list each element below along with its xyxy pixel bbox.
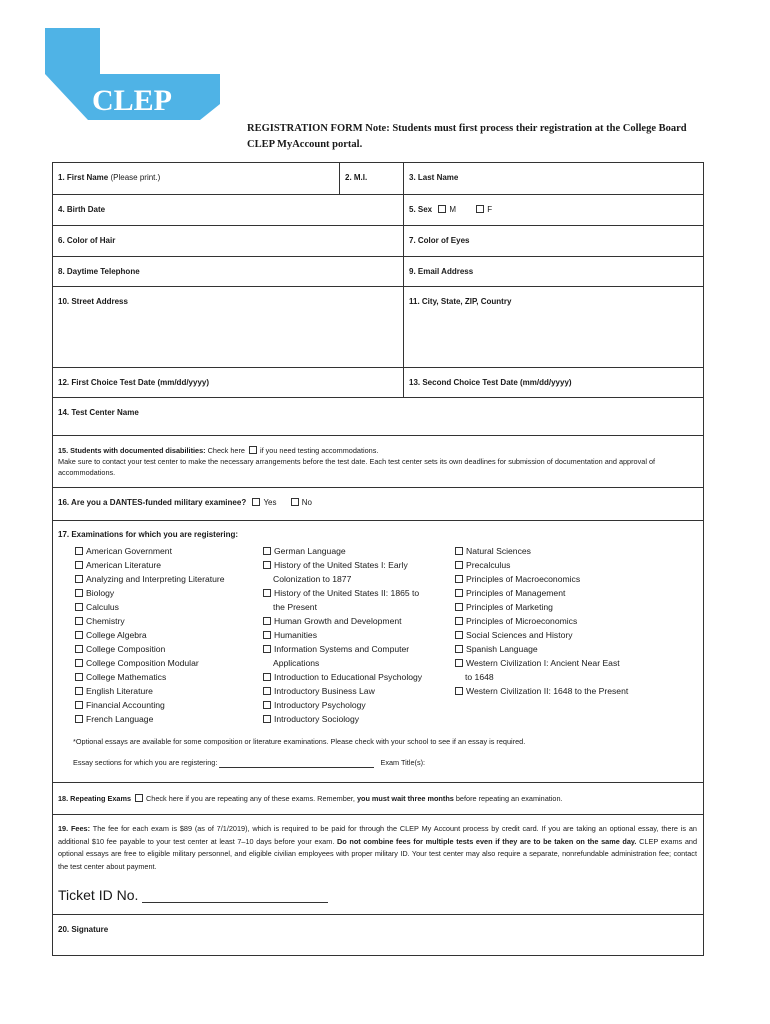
telephone-field[interactable]: 8. Daytime Telephone xyxy=(58,267,140,276)
exam-checkbox[interactable] xyxy=(455,589,463,597)
birth-date-field[interactable]: 4. Birth Date xyxy=(58,205,106,214)
exam-option-principles-of-management: Principles of Management xyxy=(451,586,628,600)
exam-checkbox[interactable] xyxy=(75,547,83,555)
exam-checkbox[interactable] xyxy=(75,603,83,611)
street-address-field[interactable]: 10. Street Address xyxy=(58,297,128,306)
exam-option-continued: the Present xyxy=(273,602,317,612)
exam-checkbox[interactable] xyxy=(455,561,463,569)
exam-option-continued: to 1648 xyxy=(465,672,494,682)
exam-option-american-literature: American Literature xyxy=(71,558,225,572)
second-choice-date-field[interactable]: 13. Second Choice Test Date (mm/dd/yyyy) xyxy=(403,368,703,397)
exam-checkbox[interactable] xyxy=(75,659,83,667)
essay-note: *Optional essays are available for some composition or literature examinations. Please check with your school to see if an essay is required. xyxy=(73,737,526,746)
form-heading: REGISTRATION FORM Note: Students must first process their registration at the College Board CLEP MyAccount portal. xyxy=(247,123,687,150)
mi-field[interactable]: 2. M.I. xyxy=(339,163,403,194)
exam-checkbox[interactable] xyxy=(455,617,463,625)
city-state-zip-field[interactable]: 11. City, State, ZIP, Country xyxy=(403,287,703,367)
exam-checkbox[interactable] xyxy=(263,617,271,625)
sex-m-checkbox[interactable] xyxy=(438,205,446,213)
exam-checkbox[interactable] xyxy=(263,645,271,653)
dantes-yes-checkbox[interactable] xyxy=(252,498,260,506)
exam-option-spanish-language: Spanish Language xyxy=(451,642,628,656)
exam-checkbox[interactable] xyxy=(455,603,463,611)
exam-option-human-growth-and-development: Human Growth and Development xyxy=(259,614,422,628)
disabilities-section: 15. Students with documented disabilities: Check here if you need testing accommodations. Make sure to contact your test center to make the necessary arrangements before the test date. Each test center sets its own deadlines for submission of documentation and approval of accommodations. xyxy=(53,436,703,488)
eye-color-field[interactable]: 7. Color of Eyes xyxy=(403,226,703,256)
exam-checkbox[interactable] xyxy=(455,547,463,555)
exam-option-principles-of-microeconomics: Principles of Microeconomics xyxy=(451,614,628,628)
exam-option-principles-of-marketing: Principles of Marketing xyxy=(451,600,628,614)
exams-section: 17. Examinations for which you are registering: American Government American Literature Analyzing and Interpreting Literature Biology Calculus Chemistry College Algebra College Composition College Composition Modular College Mathematics English Literature Financial Accounting French Language German Language History of the United States I: Early Colonization to 1877 History of the United States II: 1865 to the Present Human Growth and Development Humanities Information Systems and Computer Applications Introduction to Educational Psychology Introductory Business Law Introductory Psychology Introductory Sociology Natural Sciences Precalculus Principles of Macroeconomics Principles of Management Principles of Marketing Principles of Microeconomics Social Sciences and History Spanish Language Western Civilization I: Ancient Near East to 1648 Western Civilization II: 1648 to the Present *Optional essays are available for some composition or literature examinations. Please check with your school to see if an essay is required. Essay sections for which you are registering: Exam Title(s): xyxy=(53,521,703,783)
exam-checkbox[interactable] xyxy=(75,673,83,681)
exam-checkbox[interactable] xyxy=(75,687,83,695)
exam-checkbox[interactable] xyxy=(263,561,271,569)
test-center-field[interactable]: 14. Test Center Name xyxy=(53,398,703,436)
exam-checkbox[interactable] xyxy=(75,631,83,639)
exam-option-financial-accounting: Financial Accounting xyxy=(71,698,225,712)
exam-checkbox[interactable] xyxy=(455,659,463,667)
exam-option-principles-of-macroeconomics: Principles of Macroeconomics xyxy=(451,572,628,586)
exam-option-analyzing-and-interpreting-literature: Analyzing and Interpreting Literature xyxy=(71,572,225,586)
dantes-section: 16. Are you a DANTES-funded military examinee? Yes No xyxy=(53,488,703,521)
ticket-label: Ticket ID No. xyxy=(58,887,139,903)
hair-color-field[interactable]: 6. Color of Hair xyxy=(58,236,116,245)
exam-checkbox[interactable] xyxy=(263,631,271,639)
first-choice-date-field[interactable]: 12. First Choice Test Date (mm/dd/yyyy) xyxy=(58,378,210,387)
disabilities-checkbox[interactable] xyxy=(249,446,257,454)
ticket-id-field[interactable] xyxy=(142,888,328,903)
exam-option-college-algebra: College Algebra xyxy=(71,628,225,642)
exam-option-college-mathematics: College Mathematics xyxy=(71,670,225,684)
exam-checkbox[interactable] xyxy=(263,687,271,695)
exam-option-western-civilization-i-ancient-near-east: Western Civilization I: Ancient Near East xyxy=(451,656,628,670)
exam-option-german-language: German Language xyxy=(259,544,422,558)
exam-option-precalculus: Precalculus xyxy=(451,558,628,572)
exam-option-continued: Applications xyxy=(273,658,320,668)
exam-option-continued: Colonization to 1877 xyxy=(273,574,352,584)
signature-field[interactable]: 20. Signature xyxy=(58,925,109,934)
first-name-field[interactable]: 1. First Name (Please print.) xyxy=(58,173,161,182)
exam-option-introductory-psychology: Introductory Psychology xyxy=(259,698,422,712)
repeating-section: 18. Repeating Exams Check here if you are repeating any of these exams. Remember, you must wait three months before repeating an examination. xyxy=(53,783,703,815)
exam-checkbox[interactable] xyxy=(455,575,463,583)
repeating-checkbox[interactable] xyxy=(135,794,143,802)
sex-f-checkbox[interactable] xyxy=(476,205,484,213)
exam-checkbox[interactable] xyxy=(263,547,271,555)
last-name-field[interactable]: 3. Last Name xyxy=(403,163,703,194)
exam-option-history-of-the-united-states-i-early: History of the United States I: Early xyxy=(259,558,422,572)
exam-checkbox[interactable] xyxy=(263,715,271,723)
svg-text:CLEP: CLEP xyxy=(92,84,173,117)
exam-option-history-of-the-united-states-ii-1865-to: History of the United States II: 1865 to xyxy=(259,586,422,600)
exam-checkbox[interactable] xyxy=(75,561,83,569)
sex-field: 5. Sex M F xyxy=(403,195,703,225)
exam-option-college-composition-modular: College Composition Modular xyxy=(71,656,225,670)
exam-option-chemistry: Chemistry xyxy=(71,614,225,628)
exam-option-american-government: American Government xyxy=(71,544,225,558)
exam-checkbox[interactable] xyxy=(75,715,83,723)
exam-checkbox[interactable] xyxy=(455,645,463,653)
fees-section: 19. Fees: The fee for each exam is $89 (as of 7/1/2019), which is required to be paid for through the CLEP My Account process by credit card. If you are taking an optional essay, there is an additional $10 fee payable to your test center at least 7–10 days before your exam. Do not combine fees for multiple tests even if they are to be taken on the same day. CLEP exams and optional essays are free to eligible military personnel, and eligible civilian employees with proper military ID. Your test center may also require a separate, nonrefundable administration fee; contact the test center about payment. Ticket ID No. xyxy=(53,815,703,915)
exam-option-calculus: Calculus xyxy=(71,600,225,614)
exam-option-introductory-business-law: Introductory Business Law xyxy=(259,684,422,698)
exam-checkbox[interactable] xyxy=(75,645,83,653)
exam-checkbox[interactable] xyxy=(455,687,463,695)
exam-checkbox[interactable] xyxy=(263,701,271,709)
exam-option-biology: Biology xyxy=(71,586,225,600)
exam-option-western-civilization-ii-1648-to-the-present: Western Civilization II: 1648 to the Present xyxy=(451,684,628,698)
exam-option-introductory-sociology: Introductory Sociology xyxy=(259,712,422,726)
exam-checkbox[interactable] xyxy=(75,575,83,583)
exam-option-english-literature: English Literature xyxy=(71,684,225,698)
exam-option-introduction-to-educational-psychology: Introduction to Educational Psychology xyxy=(259,670,422,684)
exam-option-social-sciences-and-history: Social Sciences and History xyxy=(451,628,628,642)
exam-option-french-language: French Language xyxy=(71,712,225,726)
exam-option-humanities: Humanities xyxy=(259,628,422,642)
exam-checkbox[interactable] xyxy=(455,631,463,639)
dantes-no-checkbox[interactable] xyxy=(291,498,299,506)
exam-checkbox[interactable] xyxy=(263,589,271,597)
essay-sections-line[interactable] xyxy=(219,758,374,768)
exam-option-natural-sciences: Natural Sciences xyxy=(451,544,628,558)
registration-form xyxy=(52,162,704,956)
email-field[interactable]: 9. Email Address xyxy=(403,257,703,286)
exam-option-college-composition: College Composition xyxy=(71,642,225,656)
exam-checkbox[interactable] xyxy=(75,617,83,625)
exam-checkbox[interactable] xyxy=(263,673,271,681)
clep-logo xyxy=(0,0,230,125)
exam-checkbox[interactable] xyxy=(75,701,83,709)
exam-option-information-systems-and-computer: Information Systems and Computer xyxy=(259,642,422,656)
exam-checkbox[interactable] xyxy=(75,589,83,597)
